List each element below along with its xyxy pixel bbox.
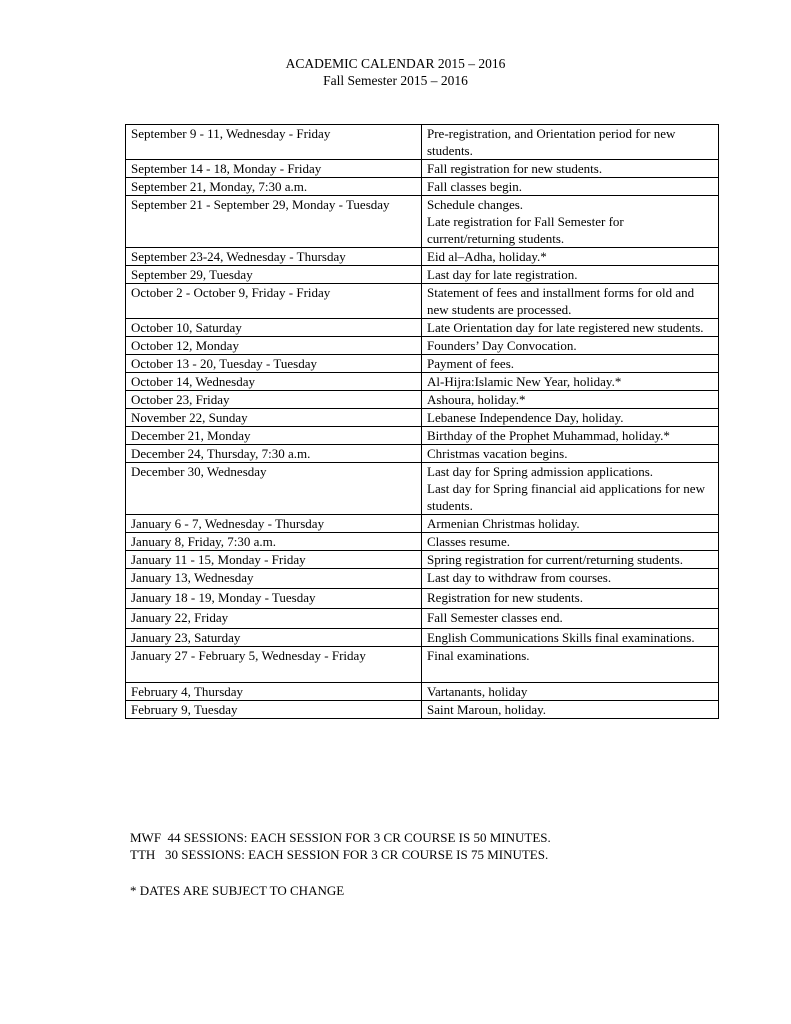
table-row: [126, 569, 719, 589]
table-row: [126, 409, 719, 427]
mwf-sessions-note: MWF 44 SESSIONS: EACH SESSION FOR 3 CR COURSE IS 50 MINUTES.: [130, 830, 551, 845]
table-row: [126, 683, 719, 701]
event-cell: Fall Semester classes end.: [422, 609, 719, 629]
date-cell: September 21 - September 29, Monday - Tuesday: [126, 196, 422, 248]
event-cell: Classes resume.: [422, 533, 719, 551]
table-row: [126, 589, 719, 609]
date-cell: December 21, Monday: [126, 427, 422, 445]
table-row: [126, 125, 719, 160]
table-row: [126, 515, 719, 533]
table-row: [126, 319, 719, 337]
table-row: [126, 551, 719, 569]
event-cell: Schedule changes. Late registration for Fall Semester for current/returning students.: [422, 196, 719, 248]
event-cell: Spring registration for current/returning students.: [422, 551, 719, 569]
date-cell: October 10, Saturday: [126, 319, 422, 337]
event-cell: Ashoura, holiday.*: [422, 391, 719, 409]
date-cell: November 22, Sunday: [126, 409, 422, 427]
table-row: [126, 355, 719, 373]
event-cell: Vartanants, holiday: [422, 683, 719, 701]
date-cell: October 14, Wednesday: [126, 373, 422, 391]
event-cell: Final examinations.: [422, 647, 719, 683]
event-cell: Birthday of the Prophet Muhammad, holiday.*: [422, 427, 719, 445]
table-row: [126, 533, 719, 551]
date-cell: September 29, Tuesday: [126, 266, 422, 284]
tth-sessions-note: TTH 30 SESSIONS: EACH SESSION FOR 3 CR COURSE IS 75 MINUTES.: [130, 847, 549, 862]
date-cell: January 6 - 7, Wednesday - Thursday: [126, 515, 422, 533]
date-cell: January 18 - 19, Monday - Tuesday: [126, 589, 422, 609]
event-cell: Last day to withdraw from courses.: [422, 569, 719, 589]
date-cell: January 27 - February 5, Wednesday - Friday: [126, 647, 422, 683]
table-row: [126, 629, 719, 647]
date-cell: January 22, Friday: [126, 609, 422, 629]
event-cell: Lebanese Independence Day, holiday.: [422, 409, 719, 427]
date-cell: December 24, Thursday, 7:30 a.m.: [126, 445, 422, 463]
event-cell: Armenian Christmas holiday.: [422, 515, 719, 533]
table-row: [126, 284, 719, 319]
date-cell: September 9 - 11, Wednesday - Friday: [126, 125, 422, 160]
date-cell: October 2 - October 9, Friday - Friday: [126, 284, 422, 319]
event-cell: Last day for Spring admission applications. Last day for Spring financial aid applications for new students.: [422, 463, 719, 515]
table-row: [126, 266, 719, 284]
table-row: [126, 647, 719, 683]
event-cell: Fall registration for new students.: [422, 160, 719, 178]
date-cell: September 21, Monday, 7:30 a.m.: [126, 178, 422, 196]
table-row: [126, 391, 719, 409]
date-cell: December 30, Wednesday: [126, 463, 422, 515]
table-row: [126, 196, 719, 248]
date-cell: February 4, Thursday: [126, 683, 422, 701]
event-cell: Late Orientation day for late registered new students.: [422, 319, 719, 337]
table-row: [126, 160, 719, 178]
table-row: [126, 178, 719, 196]
table-row: [126, 373, 719, 391]
table-row: [126, 248, 719, 266]
document-header: [0, 55, 791, 89]
date-cell: September 14 - 18, Monday - Friday: [126, 160, 422, 178]
calendar-table: [125, 124, 719, 719]
event-cell: Statement of fees and installment forms for old and new students are processed.: [422, 284, 719, 319]
event-cell: Saint Maroun, holiday.: [422, 701, 719, 719]
event-cell: Pre-registration, and Orientation period for new students.: [422, 125, 719, 160]
event-cell: Payment of fees.: [422, 355, 719, 373]
event-cell: Al-Hijra:Islamic New Year, holiday.*: [422, 373, 719, 391]
event-cell: Last day for late registration.: [422, 266, 719, 284]
table-row: [126, 445, 719, 463]
table-row: [126, 337, 719, 355]
semester-subtitle: Fall Semester 2015 – 2016: [323, 73, 468, 88]
date-cell: January 13, Wednesday: [126, 569, 422, 589]
date-cell: January 8, Friday, 7:30 a.m.: [126, 533, 422, 551]
dates-disclaimer: * DATES ARE SUBJECT TO CHANGE: [130, 883, 345, 898]
event-cell: Registration for new students.: [422, 589, 719, 609]
event-cell: Christmas vacation begins.: [422, 445, 719, 463]
date-cell: September 23-24, Wednesday - Thursday: [126, 248, 422, 266]
table-row: [126, 701, 719, 719]
event-cell: Eid al–Adha, holiday.*: [422, 248, 719, 266]
date-cell: October 23, Friday: [126, 391, 422, 409]
date-cell: January 23, Saturday: [126, 629, 422, 647]
table-row: [126, 463, 719, 515]
calendar-title: ACADEMIC CALENDAR 2015 – 2016: [285, 56, 506, 71]
date-cell: February 9, Tuesday: [126, 701, 422, 719]
event-cell: Founders’ Day Convocation.: [422, 337, 719, 355]
date-cell: January 11 - 15, Monday - Friday: [126, 551, 422, 569]
date-cell: October 12, Monday: [126, 337, 422, 355]
date-cell: October 13 - 20, Tuesday - Tuesday: [126, 355, 422, 373]
table-row: [126, 609, 719, 629]
event-cell: English Communications Skills final examinations.: [422, 629, 719, 647]
table-row: [126, 427, 719, 445]
event-cell: Fall classes begin.: [422, 178, 719, 196]
